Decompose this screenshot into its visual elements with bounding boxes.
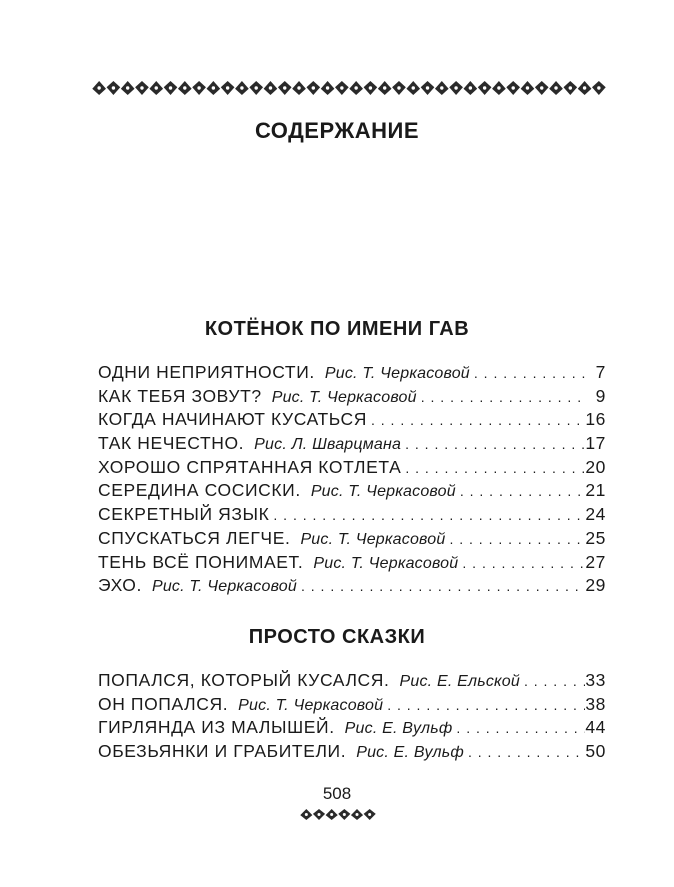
toc-entry [98,575,606,599]
toc-entry-illustrator: Рис. Л. Шварцмана [254,436,402,454]
toc-entry [98,433,606,457]
toc-entry-title: ХОРОШО СПРЯТАННАЯ КОТЛЕТА [98,456,402,477]
ornament-motif [421,81,435,95]
ornament-motif [521,81,535,95]
ornament-motif [592,81,606,95]
ornament-motif [192,81,206,95]
toc-entry-title: ТЕНЬ ВСЁ ПОНИМАЕТ. [98,551,304,572]
ornament-motif [135,81,149,95]
ornament-motif [364,81,378,95]
toc-entry-page: 9 [595,385,606,406]
toc-entry-illustrator: Рис. Т. Черкасовой [238,696,384,714]
toc-list-prosto-skazki [98,670,606,765]
toc-entry-title: СЕКРЕТНЫЙ ЯЗЫК [98,504,270,525]
toc-entry [98,362,606,386]
toc-entry-title: КОГДА НАЧИНАЮТ КУСАТЬСЯ [98,409,367,430]
toc-entry-page: 44 [585,717,606,738]
ornament-motif [207,81,221,95]
ornament-motif [313,809,325,820]
toc-entry [98,480,606,504]
toc-dot-leader [458,555,585,571]
ornament-motif [406,81,420,95]
toc-entry [98,409,606,433]
toc-entry-title: ОДНИ НЕПРИЯТНОСТИ. [98,362,315,382]
ornament-motif [449,81,463,95]
toc-entry-illustrator: Рис. Т. Черкасовой [151,578,297,596]
toc-entry [98,528,606,552]
toc-dot-leader [445,531,585,547]
toc-entry-illustrator: Рис. Т. Черкасовой [300,530,446,548]
bottom-ornament-border [300,808,376,821]
ornament-motif [535,81,549,95]
ornament-motif [578,81,592,95]
ornament-motif [121,81,135,95]
ornament-motif [178,81,192,95]
ornament-motif [338,809,350,820]
toc-dot-leader [452,720,585,736]
toc-dot-leader [297,578,585,594]
toc-entry-title: СПУСКАТЬСЯ ЛЕГЧЕ. [98,527,291,548]
ornament-motif [563,81,577,95]
toc-entry [98,670,606,694]
ornament-motif [306,81,320,95]
ornament-motif [249,81,263,95]
toc-entry-page: 29 [585,575,606,596]
toc-entry-title: СЕРЕДИНА СОСИСКИ. [98,480,301,501]
section-title-prosto-skazki: ПРОСТО СКАЗКИ [248,626,426,648]
toc-entry-page: 25 [585,527,606,548]
ornament-motif [506,81,520,95]
ornament-motif [92,81,106,95]
ornament-motif [326,809,338,820]
toc-entry [98,552,606,576]
ornament-motif [164,81,178,95]
ornament-motif [335,81,349,95]
ornament-motif [549,81,563,95]
toc-dot-leader [456,483,585,499]
toc-entry-page: 27 [585,551,606,572]
ornament-motif [149,81,163,95]
toc-list-kotyonok [98,362,606,599]
toc-entry-title: ТАК НЕЧЕСТНО. [98,433,245,454]
section-title-kotyonok: КОТЁНОК ПО ИМЕНИ ГАВ [204,318,470,340]
toc-entry-title: ПОПАЛСЯ, КОТОРЫЙ КУСАЛСЯ. [98,670,390,690]
toc-dot-leader [464,744,585,760]
ornament-motif [478,81,492,95]
toc-entry [98,457,606,481]
toc-entry [98,694,606,718]
ornament-motif [349,81,363,95]
ornament-motif [492,81,506,95]
top-ornament-border [92,80,606,96]
toc-dot-leader [269,507,585,523]
toc-entry-page: 24 [585,504,606,525]
ornament-motif [435,81,449,95]
toc-dot-leader [470,365,586,381]
toc-dot-leader [417,389,586,405]
toc-entry-page: 21 [585,480,606,501]
toc-entry-title: ОН ПОПАЛСЯ. [98,693,229,714]
toc-entry-illustrator: Рис. Т. Черкасовой [324,365,470,382]
ornament-motif [278,81,292,95]
ornament-motif [364,809,376,820]
toc-entry-illustrator: Рис. Т. Черкасовой [313,554,459,572]
ornament-motif [392,81,406,95]
toc-entry-title: ОБЕЗЬЯНКИ И ГРАБИТЕЛИ. [98,741,347,762]
toc-dot-leader [367,412,585,428]
page-number: 508 [322,784,352,803]
toc-entry [98,717,606,741]
toc-entry-page: 20 [585,456,606,477]
ornament-motif [321,81,335,95]
toc-entry-illustrator: Рис. Т. Черкасовой [271,388,417,406]
toc-entry-illustrator: Рис. Т. Черкасовой [310,483,456,501]
ornament-motif [378,81,392,95]
toc-entry-title: ЭХО. [98,575,142,596]
toc-entry-illustrator: Рис. Е. Ельской [399,673,520,690]
toc-entry-page: 50 [585,741,606,762]
page-title: СОДЕРЖАНИЕ [254,118,420,143]
toc-entry-illustrator: Рис. Е. Вульф [344,720,453,738]
ornament-motif [235,81,249,95]
toc-entry [98,741,606,765]
toc-entry-title: КАК ТЕБЯ ЗОВУТ? [98,385,262,406]
ornament-motif [107,81,121,95]
ornament-motif [351,809,363,820]
ornament-motif [221,81,235,95]
toc-entry-page: 7 [595,362,606,382]
toc-entry-page: 33 [585,670,606,690]
toc-entry-title: ГИРЛЯНДА ИЗ МАЛЫШЕЙ. [98,717,335,738]
ornament-motif [464,81,478,95]
ornament-motif [292,81,306,95]
toc-entry [98,386,606,410]
toc-entry-illustrator: Рис. Е. Вульф [356,744,464,762]
ornament-motif [264,81,278,95]
toc-dot-leader [401,460,585,476]
toc-dot-leader [520,673,585,689]
toc-entry-page: 16 [585,409,606,430]
toc-dot-leader [401,436,585,452]
toc-entry-page: 38 [585,693,606,714]
toc-entry [98,504,606,528]
toc-dot-leader [383,697,585,713]
toc-entry-page: 17 [585,433,606,454]
ornament-motif [300,809,312,820]
